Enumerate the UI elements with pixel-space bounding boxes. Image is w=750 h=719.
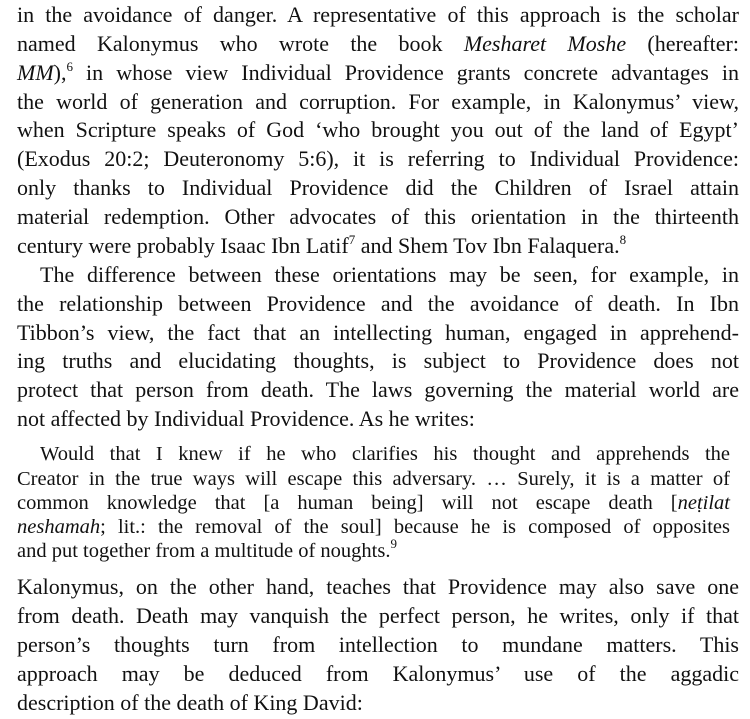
text-span: when Scripture speaks of God ‘who brought you out of the land of Egypt’ — [17, 117, 739, 142]
text-span: not affected by Individual Providence. As he writes: — [17, 406, 475, 431]
paragraph-3-line-1 — [17, 574, 739, 600]
paragraph-3-line-2 — [17, 603, 739, 629]
text-span: common knowledge that [a human being] will not escape death [ — [17, 492, 678, 514]
footnote-marker: 6 — [66, 59, 73, 74]
book-title: Mesharet Moshe — [463, 31, 627, 56]
text-span: in the avoidance of danger. A representative of this approach is the scholar — [17, 2, 739, 27]
paragraph-1-line-9 — [17, 233, 739, 259]
text-span: and Shem Tov Ibn Falaquera. — [355, 233, 620, 258]
text-span: Creator in the true ways will escape this adversary. … Surely, it is a matter of — [17, 468, 730, 490]
text-span: ; lit.: the removal of the soul] because he is composed of opposites — [100, 516, 730, 538]
text-span: the world of generation and corruption. For example, in Kalonymus’ view, — [17, 89, 739, 114]
paragraph-1-line-6 — [17, 146, 739, 172]
paragraph-1-line-4 — [17, 89, 739, 115]
quote-line-4 — [17, 515, 730, 539]
paragraph-2-line-2 — [17, 291, 739, 317]
text-span: only thanks to Individual Providence did the Children of Israel attain — [17, 175, 739, 200]
paragraph-1-line-5 — [17, 117, 739, 143]
text-span: ), — [53, 60, 67, 85]
paragraph-2-line-1 — [40, 262, 739, 288]
paragraph-1-line-3 — [17, 60, 739, 86]
quote-line-5 — [17, 536, 730, 563]
text-span: (hereafter: — [626, 31, 739, 56]
text-span: century were probably Isaac Ibn Latif — [17, 233, 349, 258]
quote-line-1 — [40, 442, 730, 466]
text-span: from death. Death may vanquish the perfect person, he writes, only if that — [17, 603, 739, 628]
text-span: approach may be deduced from Kalonymus’ use of the aggadic — [17, 661, 739, 686]
paragraph-2-line-6 — [17, 406, 739, 432]
quote-line-2 — [17, 467, 730, 491]
abbreviation: MM — [17, 60, 54, 85]
text-span: and put together from a multitude of noughts. — [17, 540, 391, 562]
text-span: The difference between these orientations may be seen, for example, in — [40, 262, 739, 287]
paragraph-2-line-5 — [17, 377, 739, 403]
text-span: person’s thoughts turn from intellection to mundane matters. This — [17, 632, 739, 657]
text-span: the relationship between Providence and the avoidance of death. In Ibn — [17, 291, 739, 316]
text-span: protect that person from death. The laws governing the material world are — [17, 377, 739, 402]
hebrew-term: neṭilat — [677, 492, 730, 514]
paragraph-1-line-7 — [17, 175, 739, 201]
text-span: named Kalonymus who wrote the book — [17, 31, 464, 56]
footnote-marker: 7 — [348, 232, 356, 247]
footnote-marker: 9 — [390, 536, 397, 551]
text-span: in whose view Individual Providence grants concrete advantages in — [72, 60, 739, 85]
quote-line-3 — [17, 491, 730, 515]
footnote-marker: 8 — [619, 232, 627, 247]
text-span: material redemption. Other advocates of this orientation in the thirteenth — [17, 204, 739, 229]
text-span: Kalonymus, on the other hand, teaches that Providence may also save one — [17, 574, 739, 599]
paragraph-2-line-4 — [17, 348, 739, 374]
paragraph-3-line-3 — [17, 632, 739, 658]
paragraph-1-line-2 — [17, 31, 739, 57]
paragraph-3-line-4 — [17, 661, 739, 687]
text-span: (Exodus 20:2; Deuteronomy 5:6), it is referring to Individual Providence: — [17, 146, 739, 171]
paragraph-2-line-3 — [17, 320, 739, 346]
hebrew-term: neshamah — [17, 516, 101, 538]
paragraph-3-line-5 — [17, 690, 739, 716]
text-span: description of the death of King David: — [17, 690, 363, 715]
text-span: Tibbon’s view, the fact that an intellecting human, engaged in apprehend- — [17, 320, 739, 345]
text-span: ing truths and elucidating thoughts, is subject to Providence does not — [17, 348, 739, 373]
paragraph-1-line-1 — [17, 2, 739, 28]
text-span: Would that I knew if he who clarifies his thought and apprehends the — [40, 443, 730, 465]
paragraph-1-line-8 — [17, 204, 739, 230]
